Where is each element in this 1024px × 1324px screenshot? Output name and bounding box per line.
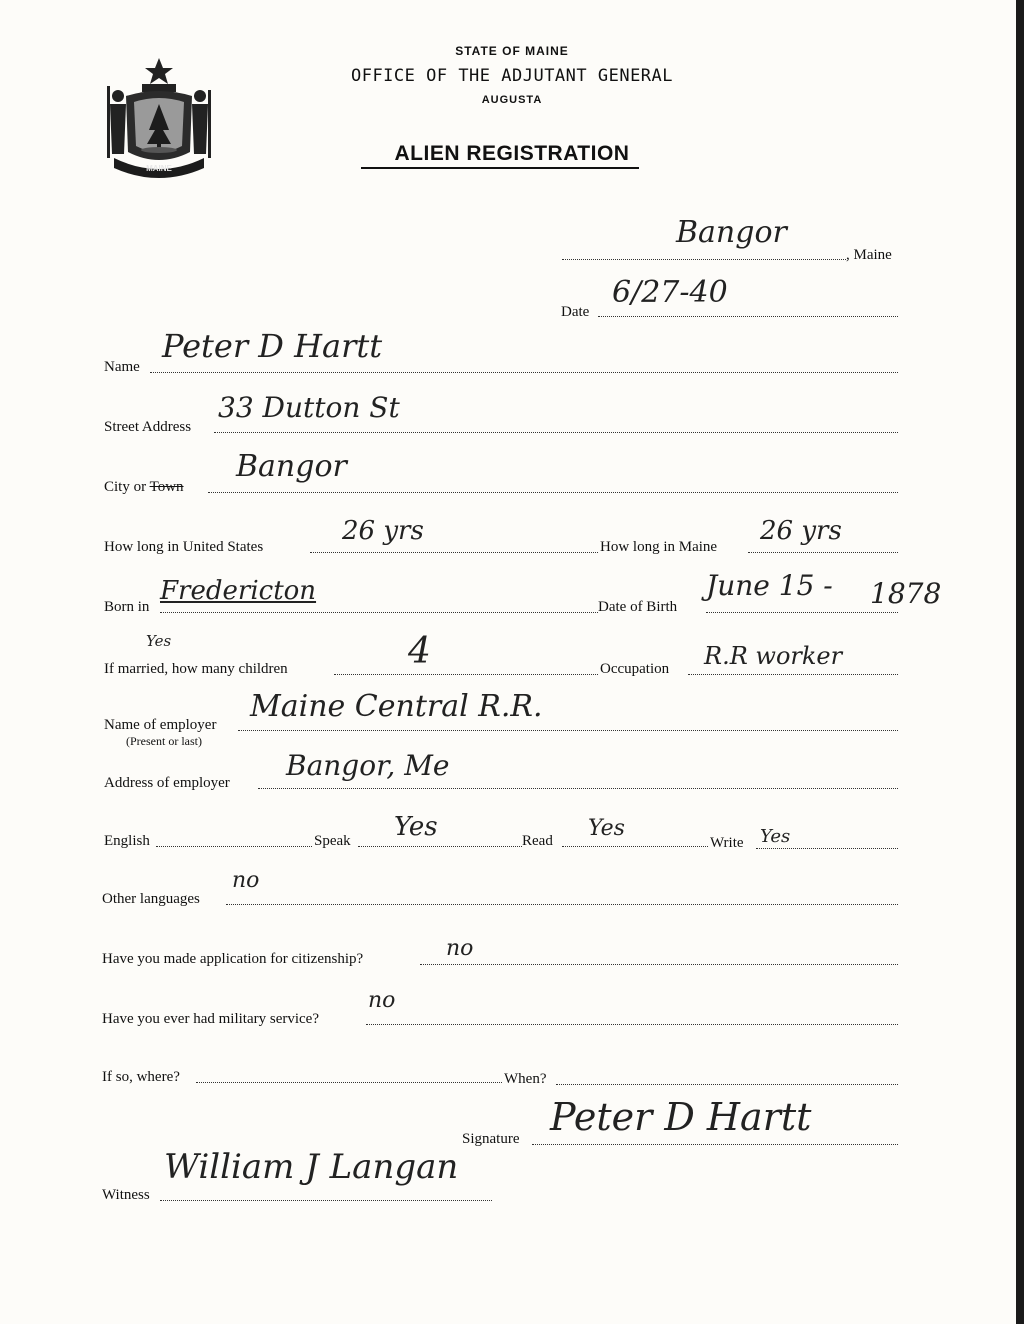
how-long-maine-value: 26 yrs bbox=[760, 516, 842, 546]
occupation-label: Occupation bbox=[600, 661, 670, 677]
town-label-struck: Town bbox=[149, 479, 184, 495]
born-in-label: Born in bbox=[104, 599, 150, 615]
date-line bbox=[598, 316, 898, 317]
speak-label: Speak bbox=[314, 833, 351, 849]
citizenship-line bbox=[420, 964, 898, 965]
read-line bbox=[562, 846, 708, 847]
speak-line bbox=[358, 846, 522, 847]
married-line bbox=[334, 674, 598, 675]
military-line bbox=[366, 1024, 898, 1025]
employer-value: Maine Central R.R. bbox=[250, 689, 543, 724]
write-value: Yes bbox=[760, 826, 791, 847]
location-value: Bangor bbox=[676, 215, 787, 250]
english-label: English bbox=[104, 833, 150, 849]
married-label: If married, how many children bbox=[104, 661, 288, 677]
when-label: When? bbox=[504, 1071, 547, 1087]
svg-text:MAINE: MAINE bbox=[146, 164, 172, 173]
employer-address-label: Address of employer bbox=[104, 775, 230, 791]
other-languages-value: no bbox=[232, 868, 260, 893]
city-line bbox=[208, 492, 898, 493]
children-value: 4 bbox=[408, 631, 431, 672]
employer-label: Name of employer bbox=[104, 717, 217, 733]
header-office: OFFICE OF THE ADJUTANT GENERAL bbox=[350, 66, 674, 86]
city-value: Bangor bbox=[236, 449, 347, 484]
how-long-us-value: 26 yrs bbox=[342, 516, 424, 546]
signature-label: Signature bbox=[462, 1131, 520, 1147]
street-address-value: 33 Dutton St bbox=[218, 391, 400, 424]
employer-address-line bbox=[258, 788, 898, 789]
location-line bbox=[562, 259, 846, 260]
english-line bbox=[156, 846, 312, 847]
date-label: Date bbox=[561, 304, 590, 320]
military-label: Have you ever had military service? bbox=[102, 1011, 319, 1027]
city-label-text: City or bbox=[104, 479, 147, 495]
date-of-birth-value: June 15 - bbox=[706, 569, 833, 602]
street-address-line bbox=[214, 432, 898, 433]
occupation-value: R.R worker bbox=[704, 642, 843, 670]
name-value: Peter D Hartt bbox=[162, 327, 383, 365]
employer-address-value: Bangor, Me bbox=[286, 749, 450, 782]
where-label: If so, where? bbox=[102, 1069, 180, 1085]
read-value: Yes bbox=[588, 816, 625, 841]
write-line bbox=[756, 848, 898, 849]
where-line bbox=[196, 1082, 502, 1083]
born-in-line bbox=[160, 612, 598, 613]
witness-line bbox=[160, 1200, 492, 1201]
title-underline bbox=[361, 167, 639, 169]
employer-line bbox=[238, 730, 898, 731]
location-suffix: , Maine bbox=[846, 247, 892, 263]
military-value: no bbox=[368, 988, 396, 1013]
header-state: STATE OF MAINE bbox=[455, 44, 569, 58]
signature-line bbox=[532, 1144, 898, 1145]
witness-value: William J Langan bbox=[164, 1147, 459, 1187]
citizenship-value: no bbox=[446, 936, 474, 961]
date-of-birth-label: Date of Birth bbox=[598, 599, 678, 615]
employer-sublabel: (Present or last) bbox=[126, 734, 202, 748]
scan-edge bbox=[1016, 0, 1024, 1324]
signature-value: Peter D Hartt bbox=[550, 1095, 812, 1139]
witness-label: Witness bbox=[102, 1187, 150, 1203]
citizenship-label: Have you made application for citizenship? bbox=[102, 951, 364, 967]
date-value: 6/27-40 bbox=[612, 275, 728, 310]
married-note: Yes bbox=[146, 632, 172, 650]
form-title: ALIEN REGISTRATION bbox=[394, 142, 630, 165]
header-city: AUGUSTA bbox=[481, 94, 543, 106]
date-of-birth-line bbox=[706, 612, 898, 613]
name-line bbox=[150, 372, 898, 373]
speak-value: Yes bbox=[394, 812, 438, 842]
name-label: Name bbox=[104, 359, 140, 375]
write-label: Write bbox=[710, 835, 744, 851]
how-long-maine-line bbox=[748, 552, 898, 553]
how-long-us-label: How long in United States bbox=[104, 539, 264, 555]
occupation-line bbox=[688, 674, 898, 675]
born-in-value: Fredericton bbox=[160, 576, 317, 606]
date-of-birth-year: 1878 bbox=[870, 577, 942, 610]
how-long-us-line bbox=[310, 552, 598, 553]
other-languages-label: Other languages bbox=[102, 891, 200, 907]
how-long-maine-label: How long in Maine bbox=[600, 539, 718, 555]
other-languages-line bbox=[226, 904, 898, 905]
street-address-label: Street Address bbox=[104, 419, 192, 435]
city-label bbox=[104, 478, 184, 496]
read-label: Read bbox=[522, 833, 553, 849]
when-line bbox=[556, 1084, 898, 1085]
